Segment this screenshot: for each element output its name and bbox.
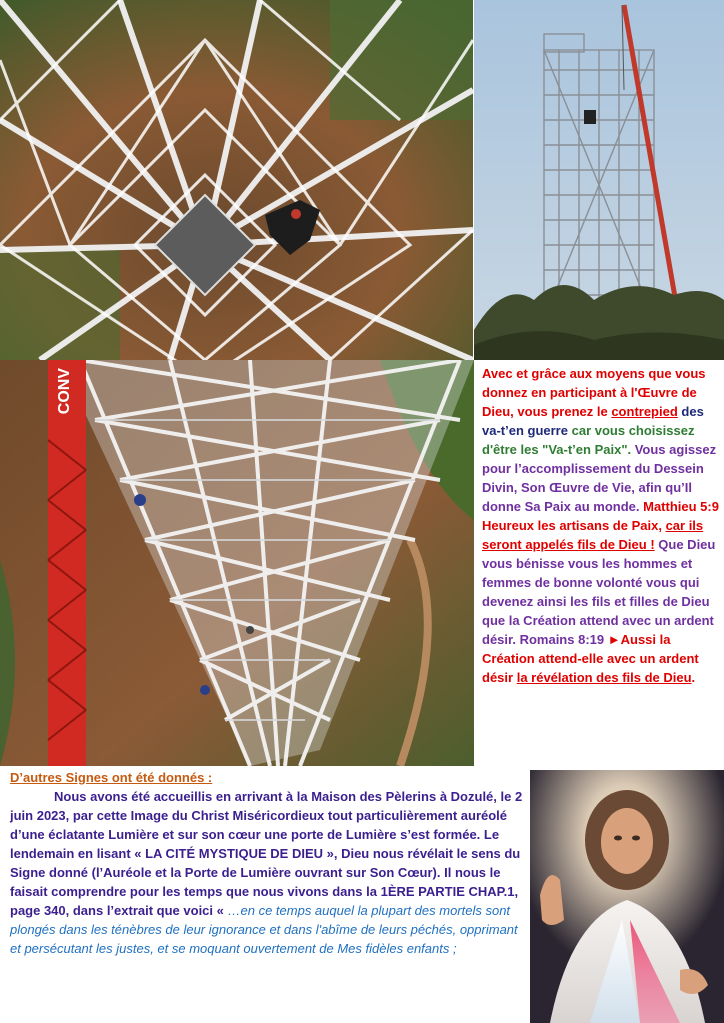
side-matthieu-verse: Matthieu 5:9 Heureux les artisans de Paix, (482, 499, 719, 533)
bottom-paragraph-text: Nous avons été accueillis en arrivant à la Maison des Pèlerins à Dozulé, le 2 juin 2023, par cette Image du Christ Miséricordieux tout particulièrement auréolé d’une éclatante Lumière et sur son cœur une porte de Lumière s’est formée. Le lendemain en lisant « LA CITÉ MYSTIQUE DE DIEU », Dieu nous révélait le sens du Signe donné (l’Auréole et la Porte de Lumière ouvrant sur Son Cœur). Il nous le faisait comprendre pour les temps que nous vivons dans la 1ÈRE PARTIE CHAP.1, page 340, dans l’extrait que voici « (10, 789, 523, 918)
side-va-ten-paix: car vous choisissez d'être les "Va-t’en Paix". (482, 423, 695, 457)
bottom-text-block (10, 768, 526, 958)
side-dessein-divin: Vous agissez pour l’accomplissement du Dessein Divin, Son Œuvre de Vie, afin qu’Il donne Sa Paix au monde. (482, 442, 717, 514)
divine-mercy-image (530, 770, 724, 1023)
side-va-ten-guerre: des va-t’en guerre (482, 404, 704, 438)
bottom-quote: …en ce temps auquel la plupart des mortels sont plongés dans les ténèbres de leur ignorance et dans l'abîme de leurs péchés, opprimant et persécutant les justes, et se moquant ouvertement de Mes fidèles enfants ; (10, 903, 518, 956)
side-romains-verse: ►Aussi la Création attend-elle avec un ardent désir (482, 632, 699, 685)
bottom-paragraph (10, 787, 526, 958)
side-intro: Avec et grâce aux moyens que vous donnez en participant à l'Œuvre de Dieu, vous prenez le (482, 366, 706, 419)
tower-aerial-photo-top (0, 0, 473, 360)
side-text-block (482, 364, 722, 687)
tower-aerial-crane-photo (0, 360, 474, 766)
tower-scaffold-crane-photo (474, 0, 724, 360)
side-benediction: Que Dieu vous bénisse vous les hommes et femmes de bonne volonté vous qui devenez ainsi les fils et filles de Dieu que la Création attend avec un ardent désir. Romains 8:19 (482, 537, 716, 647)
side-period: . (691, 670, 696, 685)
side-contrepied: contrepied (611, 404, 678, 419)
crane-label: CONV (56, 368, 73, 415)
side-fils-de-dieu: car ils seront appelés fils de Dieu ! (482, 518, 704, 552)
side-revelation: la révélation des fils de Dieu (516, 670, 692, 685)
section-heading: D’autres Signes ont été donnés : (10, 770, 213, 785)
